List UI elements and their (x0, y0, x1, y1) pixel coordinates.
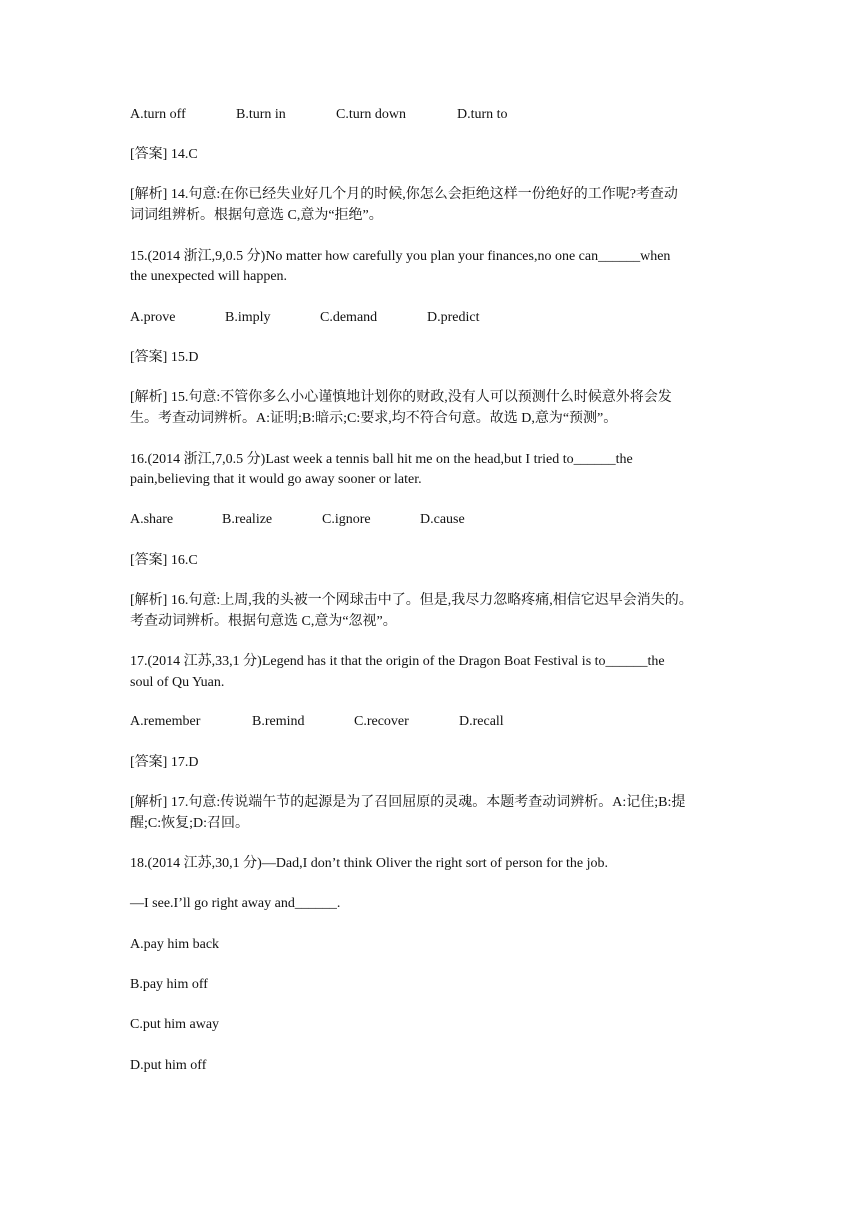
option-a: A.pay him back (130, 937, 220, 952)
option-d: D.predict (427, 310, 480, 325)
question-16-line-1: 16.(2014 浙江,7,0.5 分)Last week a tennis ball hit me on the head,but I tried to______the (130, 452, 633, 467)
answer-17: [答案] 17.D (130, 755, 199, 770)
option-b: B.pay him off (130, 977, 208, 992)
analysis-16-line-1: [解析] 16.句意:上周,我的头被一个网球击中了。但是,我尽力忽略疼痛,相信它迟早会消失的。 (130, 593, 693, 608)
analysis-14-line-1: [解析] 14.句意:在你已经失业好几个月的时候,你怎么会拒绝这样一份绝好的工作呢?考查动 (130, 187, 678, 202)
analysis-17-line-2: 醒;C:恢复;D:召回。 (130, 816, 250, 831)
option-a: A.turn off (130, 107, 186, 122)
option-c: C.recover (354, 714, 409, 729)
question-17-line-2: soul of Qu Yuan. (130, 675, 225, 690)
option-d: D.put him off (130, 1058, 207, 1073)
question-16-line-2: pain,believing that it would go away sooner or later. (130, 472, 422, 487)
analysis-15-line-1: [解析] 15.句意:不管你多么小心谨慎地计划你的财政,没有人可以预测什么时候意外将会发 (130, 390, 672, 405)
question-15-line-1: 15.(2014 浙江,9,0.5 分)No matter how carefully you plan your finances,no one can______when (130, 249, 671, 264)
answer-14: [答案] 14.C (130, 147, 198, 162)
analysis-14-line-2: 词词组辨析。根据句意选 C,意为“拒绝”。 (130, 208, 383, 223)
analysis-16-line-2: 考查动词辨析。根据句意选 C,意为“忽视”。 (130, 614, 397, 629)
option-a: A.prove (130, 310, 176, 325)
question-18-line-1: 18.(2014 江苏,30,1 分)—Dad,I don’t think Oliver the right sort of person for the job. (130, 856, 609, 871)
option-b: B.turn in (236, 107, 286, 122)
options-row-14 (130, 105, 508, 125)
option-b: B.realize (222, 512, 273, 527)
options-row-15 (130, 308, 479, 328)
option-b: B.imply (225, 310, 271, 325)
answer-16: [答案] 16.C (130, 553, 198, 568)
question-18-line-2: —I see.I’ll go right away and______. (130, 896, 341, 911)
question-17-line-1: 17.(2014 江苏,33,1 分)Legend has it that the origin of the Dragon Boat Festival is to______the (130, 654, 665, 669)
option-a: A.remember (130, 714, 201, 729)
answer-15: [答案] 15.D (130, 350, 199, 365)
options-row-17 (130, 712, 504, 732)
option-d: D.cause (420, 512, 465, 527)
option-b: B.remind (252, 714, 305, 729)
option-c: C.demand (320, 310, 378, 325)
analysis-17-line-1: [解析] 17.句意:传说端午节的起源是为了召回屈原的灵魂。本题考查动词辨析。A:记住;B:提 (130, 795, 686, 810)
options-row-16 (130, 510, 465, 530)
option-d: D.turn to (457, 107, 508, 122)
option-c: C.put him away (130, 1017, 220, 1032)
option-c: C.ignore (322, 512, 371, 527)
analysis-15-line-2: 生。考查动词辨析。A:证明;B:暗示;C:要求,均不符合句意。故选 D,意为“预测”。 (130, 411, 618, 426)
option-d: D.recall (459, 714, 504, 729)
option-a: A.share (130, 512, 174, 527)
option-c: C.turn down (336, 107, 406, 122)
question-15-line-2: the unexpected will happen. (130, 269, 288, 284)
